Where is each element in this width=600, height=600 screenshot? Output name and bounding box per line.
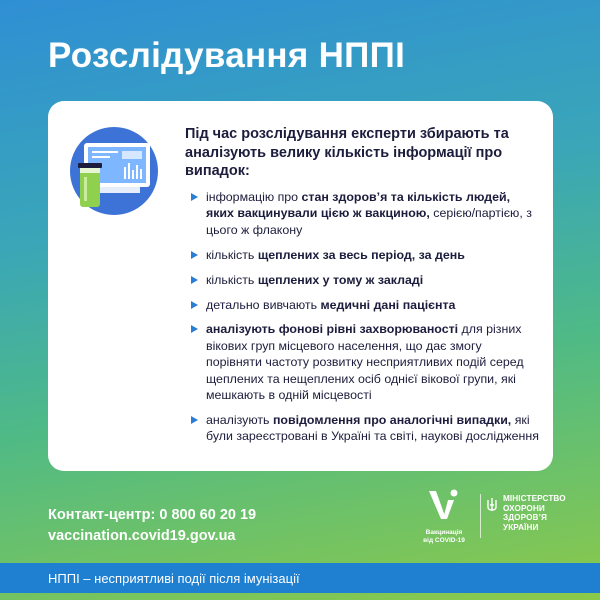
triangle-right-icon <box>191 416 198 424</box>
contact-phone: Контакт-центр: 0 800 60 20 19 <box>48 507 257 523</box>
intro-text: Під час розслідування експерти збирають та аналізують велику кількість інформації про випадок: <box>185 126 509 179</box>
list-item-bold-text: повідомлення про аналогічні випадки, <box>272 412 512 427</box>
list-item <box>190 272 540 288</box>
triangle-right-icon <box>191 301 198 309</box>
list-item-text: детально вивчають <box>206 297 321 312</box>
info-list <box>190 189 540 453</box>
page-title: Розслідування НППІ <box>48 36 406 75</box>
vaccination-logo <box>420 488 468 544</box>
vaccination-v-icon <box>424 488 464 522</box>
contact-website-link[interactable]: vaccination.covid19.gov.ua <box>48 528 236 544</box>
list-item-text: інформацію про <box>206 190 302 204</box>
list-item-text: серією/партією, з цього ж флакону <box>206 206 532 237</box>
list-item-text: для різних вікових груп місцевого населення, що дає змогу порівняти частоту розвитку несприятливих подій серед щеплених та нещеплених осіб однієї вікової групи, які мешкають в одній місцевості <box>206 322 524 403</box>
vaccination-logo-line2: від COVID-19 <box>423 536 465 544</box>
vaccination-logo-line1: Вакцинація <box>425 529 463 536</box>
list-item <box>190 297 540 313</box>
triangle-right-icon <box>191 276 198 284</box>
list-item-bold-text: стан здоров’я та кількість людей, яких вакцинували цією ж вакциною, <box>206 190 511 221</box>
list-item-bold-text: аналізують фонові рівні захворюваності <box>206 322 459 337</box>
triangle-right-icon <box>191 325 198 333</box>
list-item <box>190 189 540 238</box>
ministry-line-3: ЗДОРОВ’Я <box>503 513 547 523</box>
footer-note: НППІ – несприятливі події після імунізації <box>48 570 300 586</box>
list-item <box>190 247 540 263</box>
list-item <box>190 412 540 445</box>
ministry-line-2: ОХОРОНИ <box>503 503 545 513</box>
list-item-text: які були зареєстровані в Україні та світі, наукові дослідження <box>206 412 539 444</box>
trident-icon <box>486 497 498 513</box>
list-item-text: кількість <box>206 272 258 287</box>
list-item-bold-text: щеплених за весь період, за день <box>257 247 465 262</box>
list-item-bold-text: медичні дані пацієнта <box>320 297 456 312</box>
logo-divider <box>480 494 481 538</box>
list-item <box>190 321 540 403</box>
ministry-line-4: УКРАЇНИ <box>503 523 539 533</box>
ministry-logo-text <box>503 494 566 533</box>
lab-monitor-icon <box>66 123 162 219</box>
contact-block <box>48 505 256 547</box>
info-card <box>48 101 553 471</box>
list-item-text: аналізують <box>206 412 273 427</box>
list-item-text: кількість <box>206 247 258 262</box>
footer-bar <box>0 563 600 593</box>
triangle-right-icon <box>191 251 198 259</box>
triangle-right-icon <box>191 193 198 201</box>
ministry-line-1: МІНІСТЕРСТВО <box>503 494 566 503</box>
list-item-bold-text: щеплених у тому ж закладі <box>257 272 424 287</box>
